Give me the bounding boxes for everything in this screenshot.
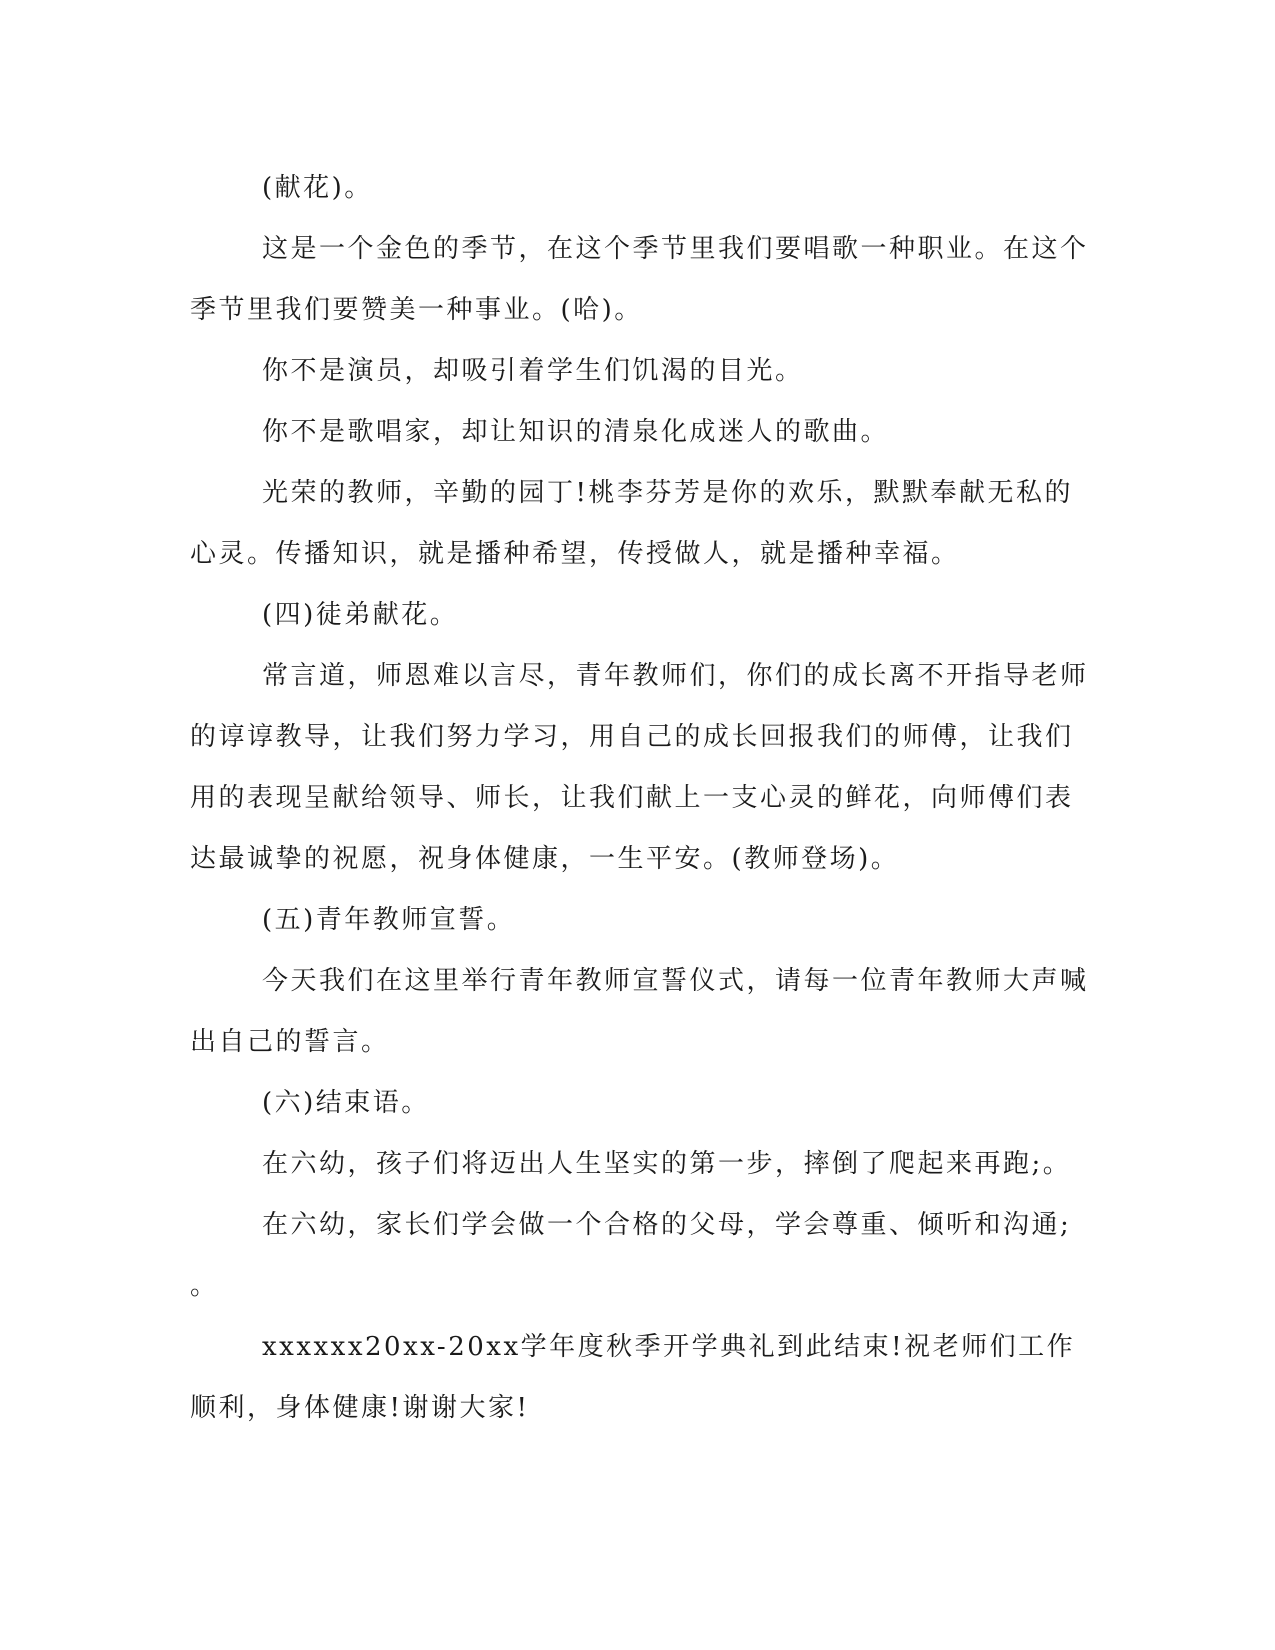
paragraph-parents-learn: 在六幼，家长们学会做一个合格的父母，学会尊重、倾听和沟通;: [262, 1210, 1072, 1240]
paragraph-children-first-step: 在六幼，孩子们将迈出人生坚实的第一步，摔倒了爬起来再跑;。: [262, 1149, 1072, 1179]
section-heading-5: (五)青年教师宣誓。: [262, 905, 516, 935]
paragraph-teacher-gratitude: 常言道，师恩难以言尽，青年教师们，你们的成长离不开指导老师的谆谆教导，让我们努力学习，用自己的成长回报我们的师傅，让我们用的表现呈献给领导、师长，让我们献上一支心灵的鲜花，向师傅们表达最诚挚的祝愿，祝身体健康，一生平安。(教师登场)。: [190, 661, 1089, 874]
paragraph-closing: xxxxxx20xx-20xx学年度秋季开学典礼到此结束!祝老师们工作顺利，身体健康!谢谢大家!: [190, 1332, 1076, 1423]
paragraph-glorious-teacher: 光荣的教师，辛勤的园丁!桃李芬芳是你的欢乐，默默奉献无私的心灵。传播知识，就是播种希望，传授做人，就是播种幸福。: [190, 478, 1073, 569]
paragraph-stray-period: 。: [190, 1271, 219, 1301]
paragraph-oath-ceremony: 今天我们在这里举行青年教师宣誓仪式，请每一位青年教师大声喊出自己的誓言。: [190, 966, 1089, 1057]
paragraph-offering-flowers: (献花)。: [262, 173, 373, 203]
section-heading-6: (六)结束语。: [262, 1088, 430, 1118]
paragraph-not-singer: 你不是歌唱家，却让知识的清泉化成迷人的歌曲。: [262, 417, 890, 447]
paragraph-golden-season: 这是一个金色的季节，在这个季节里我们要唱歌一种职业。在这个季节里我们要赞美一种事业。(哈)。: [190, 234, 1089, 325]
paragraph-not-actor: 你不是演员，却吸引着学生们饥渴的目光。: [262, 356, 804, 386]
section-heading-4: (四)徒弟献花。: [262, 600, 459, 630]
document-body: [190, 158, 1090, 1439]
